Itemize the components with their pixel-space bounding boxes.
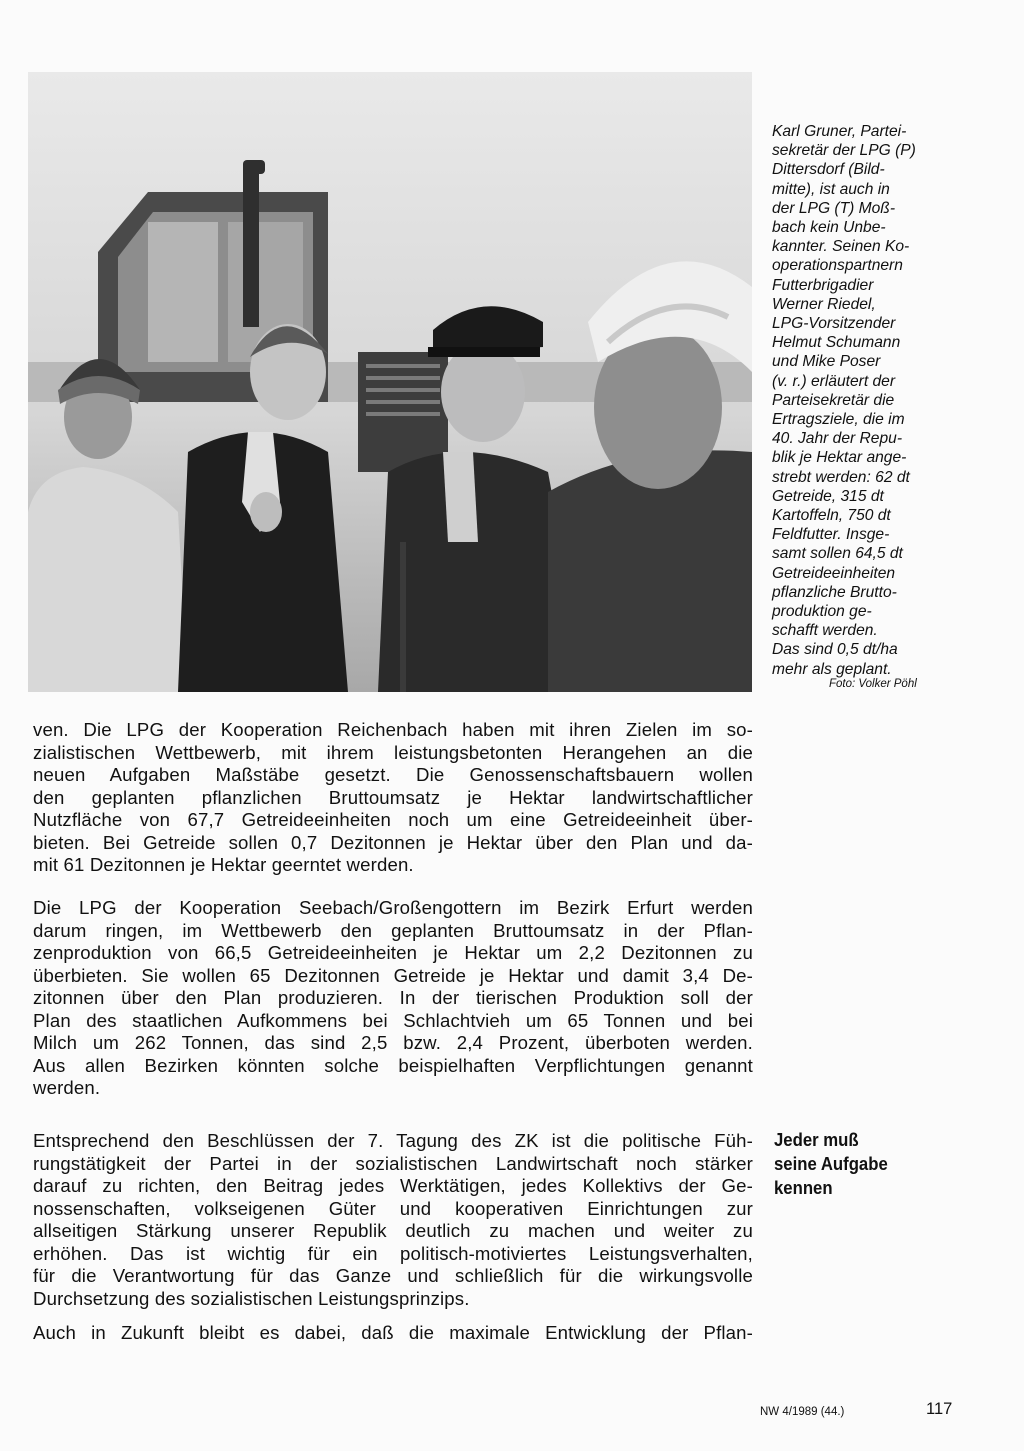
side-heading-line: Jeder muß [774, 1129, 859, 1150]
text-line: zitonnen über den Plan produzieren. In der tierischen Produktion soll der [33, 987, 753, 1008]
text-line: allseitigen Stärkung unserer Republik deutlich zu machen und weiter zu [33, 1220, 753, 1241]
text-line: Auch in Zukunft bleibt es dabei, daß die maximale Entwicklung der Pflan- [33, 1322, 753, 1343]
caption-line: Kartoffeln, 750 dt [772, 507, 891, 525]
photo-credit: Foto: Volker Pöhl [829, 678, 917, 690]
caption-line: mehr als geplant. [772, 660, 892, 678]
caption-line: Das sind 0,5 dt/ha [772, 641, 898, 659]
caption-line: kannter. Seinen Ko- [772, 238, 910, 256]
text-line: Nutzfläche von 67,7 Getreideeinheiten noch um eine Getreideeinheit über- [33, 809, 753, 830]
body-paragraph-3 [33, 1130, 753, 1310]
caption-line: pflanzliche Brutto- [772, 583, 897, 601]
caption-line: 40. Jahr der Repu- [772, 430, 903, 448]
caption-line: blik je Hektar ange- [772, 449, 907, 467]
caption-line: Getreideeinheiten [772, 564, 896, 582]
caption-line: der LPG (T) Moß- [772, 199, 896, 217]
caption-line: Werner Riedel, [772, 295, 876, 313]
news-photo [28, 72, 752, 692]
page-number: 117 [926, 1400, 953, 1418]
caption-line: mitte), ist auch in [772, 180, 890, 198]
caption-line: LPG-Vorsitzender [772, 315, 896, 333]
text-line: mit 61 Dezitonnen je Hektar geerntet werden. [33, 854, 414, 875]
text-line: nossenschaften, volkseigenen Güter und kooperativen Einrichtungen zur [33, 1197, 753, 1219]
text-line: Die LPG der Kooperation Seebach/Großengottern im Bezirk Erfurt werden [33, 897, 753, 918]
caption-line: produktion ge- [772, 603, 872, 621]
text-line: Durchsetzung des sozialistischen Leistungsprinzips. [33, 1287, 470, 1309]
text-line: den geplanten pflanzlichen Bruttoumsatz je Hektar landwirtschaftlicher [33, 786, 753, 808]
caption-line: Futterbrigadier [772, 276, 874, 294]
caption-line: operationspartnern [772, 257, 903, 275]
body-paragraph-1 [33, 719, 753, 877]
caption-line: schafft werden. [772, 622, 878, 640]
side-heading-line: seine Aufgabe [774, 1153, 888, 1174]
text-line: Entsprechend den Beschlüssen der 7. Tagung des ZK ist die politische Füh- [33, 1130, 753, 1151]
text-line: zenproduktion von 66,5 Getreideeinheiten je Hektar um 2,2 Dezitonnen zu [33, 942, 753, 963]
caption-line: sekretär der LPG (P) [772, 142, 916, 160]
side-heading-line: kennen [774, 1177, 833, 1198]
text-line: Plan des staatlichen Aufkommens bei Schlachtvieh um 65 Tonnen und bei [33, 1009, 753, 1031]
caption-line: Getreide, 315 dt [772, 487, 884, 505]
text-line: ven. Die LPG der Kooperation Reichenbach haben mit ihren Zielen im so- [33, 719, 753, 740]
photo-illustration [28, 72, 752, 692]
side-heading [774, 1128, 944, 1200]
text-line: Milch um 262 Tonnen, das sind 2,5 bzw. 2,4 Prozent, überboten werden. [33, 1032, 753, 1053]
text-line: Aus allen Bezirken könnten solche beispielhaften Verpflichtungen genannt [33, 1054, 753, 1076]
text-line: zialistischen Wettbewerb, mit ihrem leistungsbetonten Herangehen an die [33, 741, 753, 763]
caption-line: Feldfutter. Insge- [772, 526, 890, 544]
text-line: erhöhen. Das ist wichtig für ein politisch-motiviertes Leistungsverhalten, [33, 1242, 753, 1264]
caption-line: Dittersdorf (Bild- [772, 161, 885, 179]
photo-caption [772, 122, 962, 679]
text-line: neuen Aufgaben Maßstäbe gesetzt. Die Genossenschaftsbauern wollen [33, 764, 753, 785]
text-line: darum ringen, im Wettbewerb den geplanten Bruttoumsatz in der Pflan- [33, 919, 753, 941]
caption-line: samt sollen 64,5 dt [772, 545, 903, 563]
text-line: überbieten. Sie wollen 65 Dezitonnen Getreide je Hektar und damit 3,4 De- [33, 964, 753, 986]
text-line: für die Verantwortung für das Ganze und schließlich für die wirkungsvolle [33, 1265, 753, 1286]
caption-line: Ertragsziele, die im [772, 411, 905, 429]
text-line: rungstätigkeit der Partei in der sozialistischen Landwirtschaft noch stärker [33, 1152, 753, 1174]
caption-line: Karl Gruner, Partei- [772, 123, 907, 140]
text-line: darauf zu richten, den Beitrag jedes Werktätigen, jedes Kollektivs der Ge- [33, 1175, 753, 1196]
text-line: werden. [33, 1077, 101, 1098]
caption-line: bach kein Unbe- [772, 219, 886, 237]
text-line: bieten. Bei Getreide sollen 0,7 Dezitonnen je Hektar über den Plan und da- [33, 831, 753, 853]
caption-line: Helmut Schumann [772, 334, 901, 352]
body-paragraph-2 [33, 897, 753, 1100]
caption-line: und Mike Poser [772, 353, 881, 371]
caption-line: (v. r.) erläutert der [772, 372, 896, 390]
caption-line: strebt werden: 62 dt [772, 468, 910, 486]
caption-line: Parteisekretär die [772, 391, 895, 409]
body-paragraph-4 [33, 1322, 753, 1345]
issue-reference: NW 4/1989 (44.) [760, 1406, 845, 1418]
